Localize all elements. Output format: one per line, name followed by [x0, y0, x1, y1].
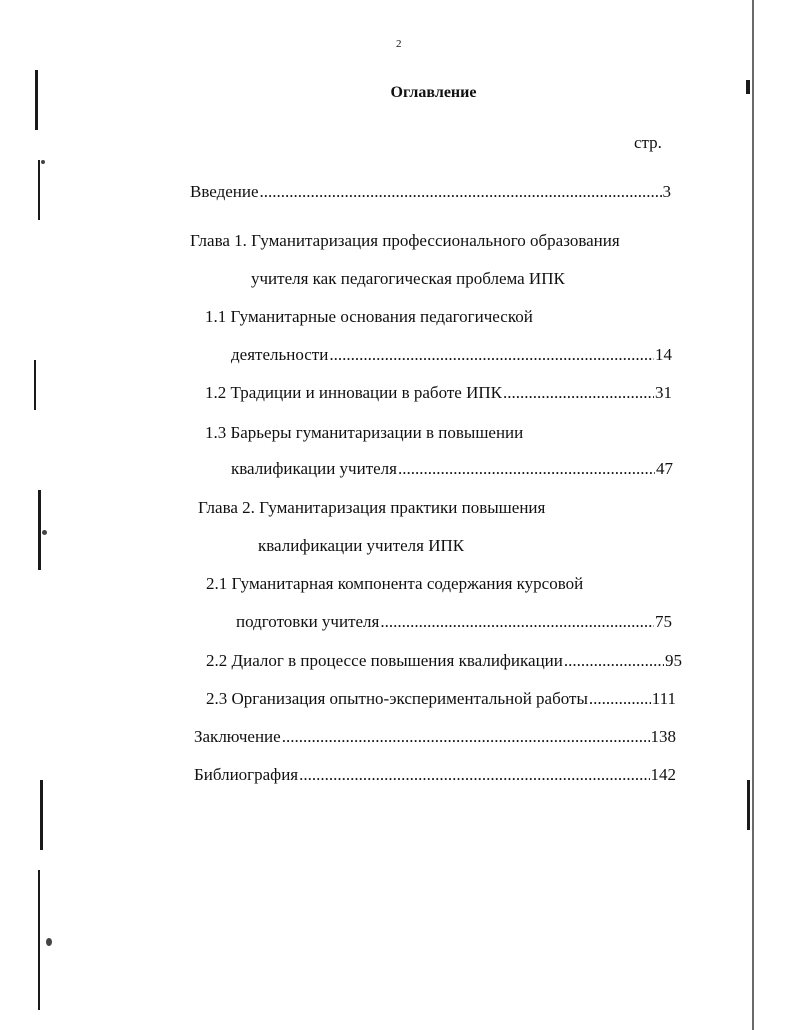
entry-label: деятельности	[231, 345, 329, 364]
scan-speck	[41, 160, 45, 164]
entry-page: 14	[655, 345, 672, 364]
scan-edge-left	[40, 780, 43, 850]
entry-label: 2.2 Диалог в процессе повышения квалификации	[206, 651, 563, 670]
toc-entry-2-1	[236, 611, 672, 633]
section-2-1-line1: 2.1 Гуманитарная компонента содержания курсовой	[206, 574, 584, 593]
entry-page: 75	[655, 612, 672, 631]
page-column-header: стр.	[634, 133, 662, 152]
scan-edge-left	[38, 160, 40, 220]
toc-entry-bibliography	[194, 764, 676, 786]
scan-edge-left	[38, 870, 40, 1010]
scan-speck	[42, 530, 47, 535]
entry-label: квалификации учителя	[231, 459, 397, 478]
toc-entry-1-3	[231, 458, 673, 480]
toc-title: Оглавление	[390, 84, 477, 101]
section-1-1-line1: 1.1 Гуманитарные основания педагогической	[205, 307, 533, 326]
entry-label: подготовки учителя	[236, 612, 380, 631]
entry-label: Заключение	[194, 727, 281, 746]
entry-page: 95	[665, 651, 682, 670]
leader-dots	[564, 650, 664, 672]
entry-page: 3	[662, 182, 671, 201]
toc-entry-1-2	[205, 382, 672, 404]
leader-dots	[260, 181, 662, 203]
leader-dots	[503, 382, 654, 404]
scan-speck	[46, 938, 52, 946]
scan-edge-right	[747, 780, 750, 830]
entry-page: 142	[650, 765, 676, 784]
toc-entry-1-1	[231, 344, 672, 366]
entry-label: 1.2 Традиции и инновации в работе ИПК	[205, 383, 502, 402]
scan-edge-right	[752, 0, 754, 1030]
entry-page: 47	[656, 459, 673, 478]
chapter2-title-line1: Глава 2. Гуманитаризация практики повышения	[198, 498, 546, 517]
toc-entry-intro	[190, 181, 671, 203]
leader-dots	[398, 458, 655, 480]
leader-dots	[380, 611, 654, 633]
entry-label: Библиография	[194, 765, 299, 784]
entry-page: 111	[651, 689, 676, 708]
leader-dots	[329, 344, 654, 366]
leader-dots	[282, 726, 650, 748]
page-number: 2	[396, 38, 402, 50]
entry-label: Введение	[190, 182, 259, 201]
section-1-3-line1: 1.3 Барьеры гуманитаризации в повышении	[205, 423, 524, 442]
scan-edge-left	[34, 360, 36, 410]
chapter1-title-line1: Глава 1. Гуманитаризация профессионального образования	[190, 231, 620, 250]
scan-edge-left	[38, 490, 41, 570]
chapter1-title-line2: учителя как педагогическая проблема ИПК	[251, 269, 565, 288]
entry-page: 31	[655, 383, 672, 402]
entry-page: 138	[650, 727, 676, 746]
toc-entry-conclusion	[194, 726, 676, 748]
chapter2-title-line2: квалификации учителя ИПК	[258, 536, 465, 555]
toc-entry-2-3	[206, 688, 676, 710]
entry-label: 2.3 Организация опытно-экспериментальной работы	[206, 689, 588, 708]
leader-dots	[299, 764, 649, 786]
leader-dots	[589, 688, 651, 710]
toc-entry-2-2	[206, 650, 682, 672]
